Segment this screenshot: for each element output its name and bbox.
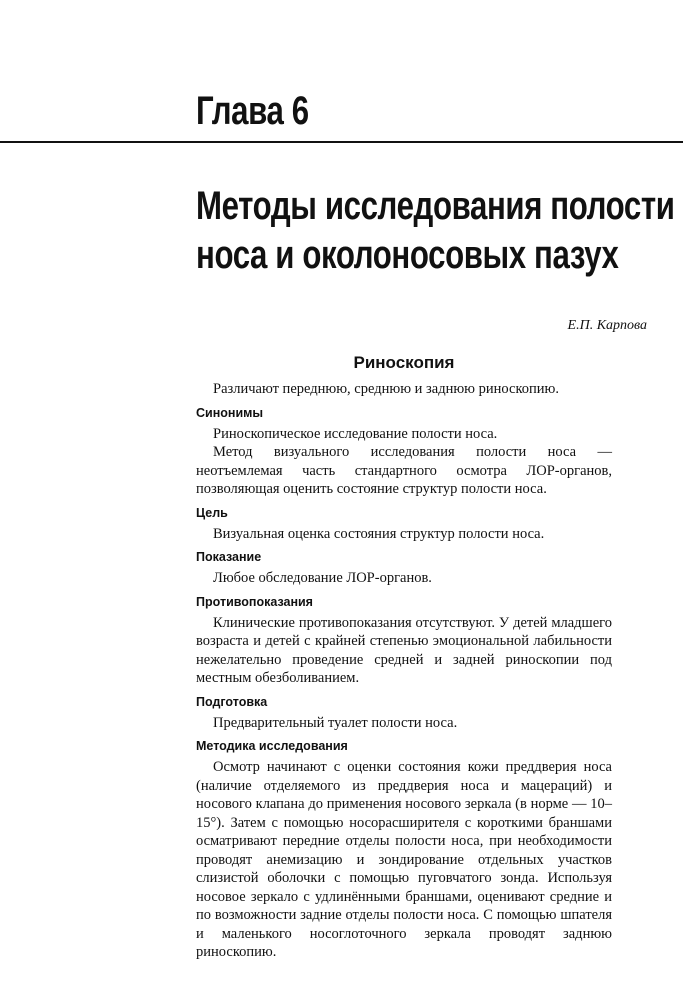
subsection-heading-contraindications: Противопоказания <box>196 594 313 609</box>
paragraph: Осмотр начинают с оценки состояния кожи преддверия носа (наличие отделяемого из преддверия носа и мацераций) и носового клапана до применения носового зеркала (в норме — 10–15°). Затем с помощью носорасширителя с короткими браншами осматривают передние отделы полости носа, при необходимости проводят анемизацию и зондирование отдельных участков слизистой оболочки с помощью пуговчатого зонда. Используя носовое зеркало с удлинёнными браншами, оценивают средние и по возможности задние отделы полости носа. С помощью шпателя и маленького носоглоточного зеркала проводят заднюю риноскопию. <box>196 759 612 960</box>
subsection-heading-synonyms: Синонимы <box>196 405 264 420</box>
author-name: Е.П. Карпова <box>567 318 647 333</box>
main-title-line: носа и околоносовых пазух <box>196 233 619 277</box>
chapter-divider <box>0 141 683 143</box>
main-title <box>196 182 675 280</box>
paragraph: Метод визуального исследования полости носа — неотъемлемая часть стандартного осмотра ЛОР-органов, позволяющая оценить состояние структур полости носа. <box>196 444 612 497</box>
paragraph: Риноскопическое исследование полости носа. <box>213 425 498 442</box>
chapter-title: Глава 6 <box>196 89 309 133</box>
paragraph: Предварительный туалет полости носа. <box>213 714 458 731</box>
subsection-heading-goal: Цель <box>196 505 228 520</box>
section-intro: Различают переднюю, среднюю и заднюю риноскопию. <box>213 381 559 397</box>
main-title-line: Методы исследования полости <box>196 184 675 228</box>
subsection-heading-preparation: Подготовка <box>196 694 268 709</box>
paragraph: Любое обследование ЛОР-органов. <box>213 570 432 586</box>
section-heading: Риноскопия <box>353 353 455 372</box>
section-content <box>196 352 612 962</box>
paragraph: Клинические противопоказания отсутствуют. У детей младшего возраста и детей с крайней степенью эмоциональной лабильности нежелательно проведение средней и задней риноскопии под местным обезболиванием. <box>196 614 612 686</box>
subsection-heading-indication: Показание <box>196 550 262 564</box>
paragraph: Визуальная оценка состояния структур полости носа. <box>213 525 545 542</box>
subsection-heading-method: Методика исследования <box>196 739 348 753</box>
